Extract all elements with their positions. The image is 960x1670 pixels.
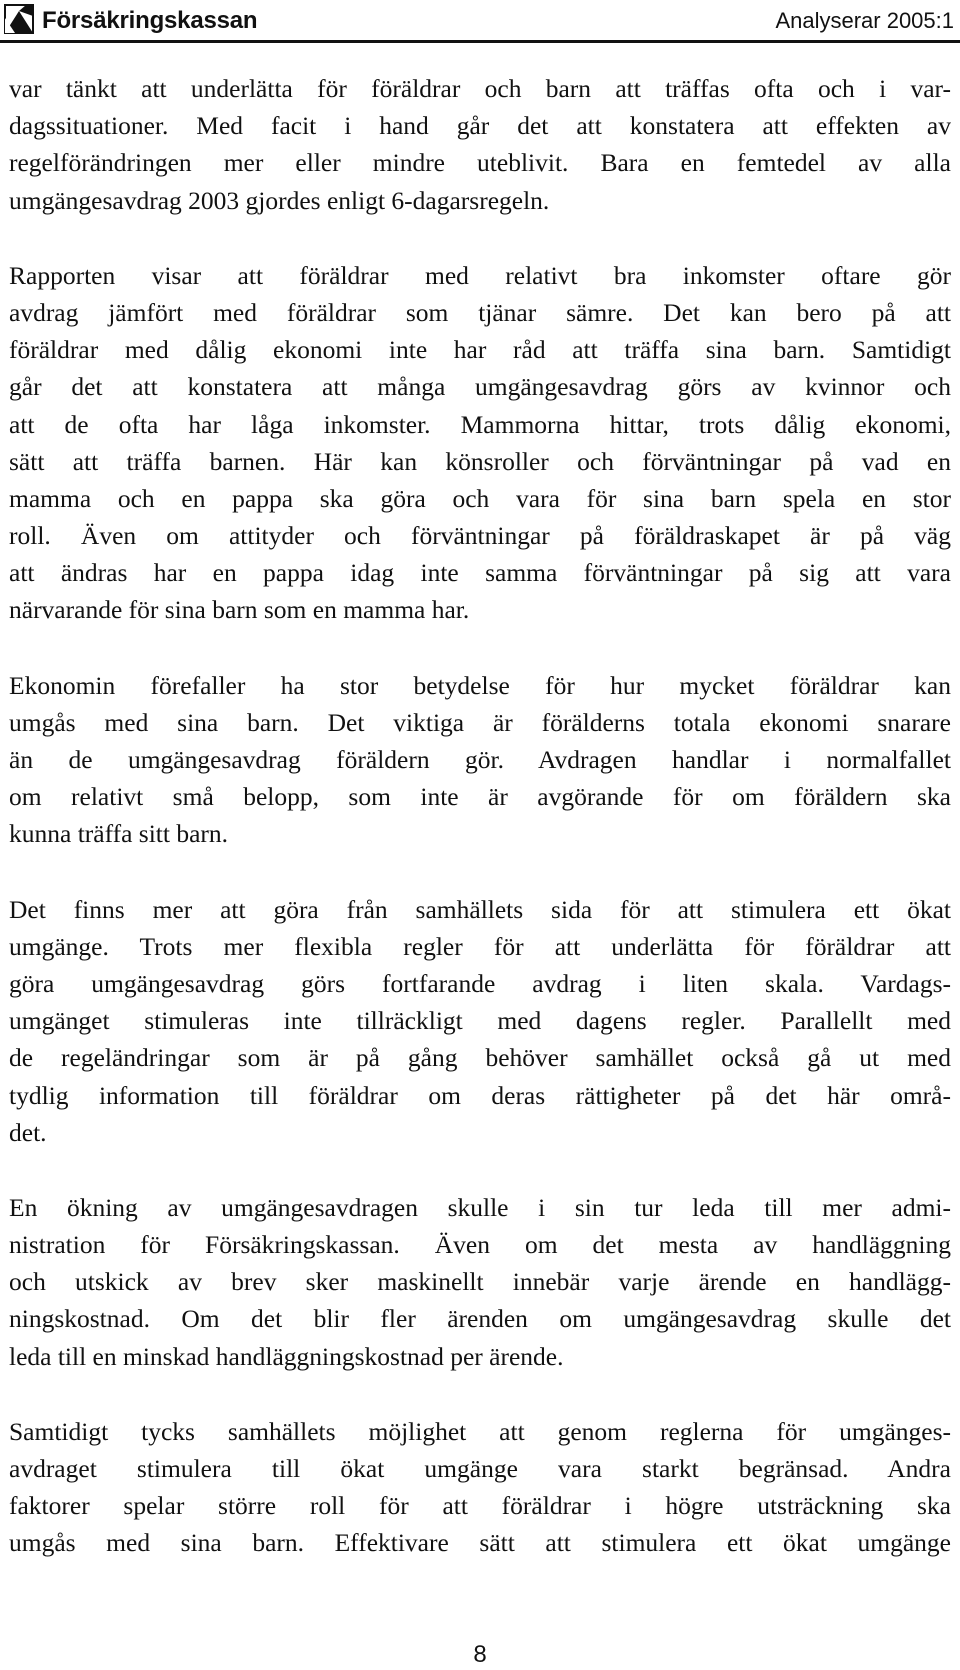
page-number: 8 — [473, 1641, 487, 1668]
text-line: umgängesavdrag 2003 gjordes enligt 6-dagarsregeln. — [9, 185, 550, 215]
text-line: avdrag jämfört med föräldrar som tjänar sämre. Det kan bero på att — [9, 297, 951, 327]
text-line: tydlig information till föräldrar om deras rättigheter på det här områ- — [9, 1080, 951, 1110]
text-line: och utskick av brev sker maskinellt innebär varje ärende en handlägg- — [9, 1267, 951, 1297]
text-line: ningskostnad. Om det blir fler ärenden om umgängesavdrag skulle det — [9, 1304, 951, 1334]
text-line: närvarande för sina barn som en mamma har. — [9, 595, 470, 625]
text-line: En ökning av umgängesavdragen skulle i sin tur leda till mer admi- — [9, 1192, 951, 1222]
text-line: att de ofta har låga inkomster. Mammorna hittar, trots dålig ekonomi, — [9, 409, 951, 439]
text-line: Det finns mer att göra från samhällets sida för att stimulera ett ökat — [9, 894, 951, 924]
text-line: umgänget stimuleras inte tillräckligt med dagens regler. Parallellt med — [9, 1006, 951, 1036]
text-line: umgänge. Trots mer flexibla regler för att underlätta för föräldrar att — [9, 931, 951, 961]
text-line: än de umgängesavdrag föräldern gör. Avdragen handlar i normalfallet — [9, 745, 951, 774]
paragraph — [9, 257, 951, 629]
text-line: faktorer spelar större roll för att föräldrar i högre utsträckning ska — [9, 1491, 951, 1521]
text-line: Ekonomin förefaller ha stor betydelse för hur mycket föräldrar kan — [9, 670, 951, 700]
text-line: Rapporten visar att föräldrar med relativt bra inkomster oftare gör — [9, 260, 951, 290]
header-rule — [0, 40, 960, 43]
text-line: dagssituationer. Med facit i hand går det att konstatera att effekten av — [9, 111, 951, 141]
text-line: roll. Även om attityder och förväntningar på föräldraskapet är på väg — [9, 521, 951, 551]
text-line: avdraget stimulera till ökat umgänge vara starkt begränsad. Andra — [9, 1454, 951, 1483]
text-line: det. — [9, 1117, 47, 1147]
text-line: regelförändringen mer eller mindre uteblivit. Bara en femtedel av alla — [9, 148, 951, 178]
paragraph — [9, 1189, 951, 1375]
text-line: Samtidigt tycks samhällets möjlighet att genom reglerna för umgänges- — [9, 1416, 951, 1446]
paragraph — [9, 1413, 951, 1562]
text-line: de regeländringar som är på gång behöver samhället också gå ut med — [9, 1043, 951, 1073]
text-line: kunna träffa sitt barn. — [9, 819, 229, 849]
paragraph — [9, 70, 951, 219]
text-line: mamma och en pappa ska göra och vara för sina barn spela en stor — [9, 483, 951, 513]
body-text — [9, 70, 951, 1562]
paragraph — [9, 891, 951, 1151]
page-header — [0, 0, 960, 50]
text-line: om relativt små belopp, som inte är avgörande för om föräldern ska — [9, 782, 951, 812]
forsakringskassan-logo-icon — [4, 4, 34, 34]
text-line: var tänkt att underlätta för föräldrar och barn att träffas ofta och i var- — [9, 74, 951, 103]
text-line: går det att konstatera att många umgängesavdrag görs av kvinnor och — [9, 372, 951, 402]
report-identifier: Analyserar 2005:1 — [775, 8, 954, 33]
text-line: föräldrar med dålig ekonomi inte har råd att träffa sina barn. Samtidigt — [9, 335, 951, 365]
text-line: nistration för Försäkringskassan. Även om det mesta av handläggning — [9, 1230, 951, 1260]
text-line: göra umgängesavdrag görs fortfarande avdrag i liten skala. Vardags- — [9, 968, 951, 998]
text-line: umgås med sina barn. Det viktiga är förälderns totala ekonomi snarare — [9, 707, 951, 737]
text-line: sätt att träffa barnen. Här kan könsroller och förväntningar på vad en — [9, 446, 951, 476]
brand-name: Försäkringskassan — [42, 7, 258, 34]
text-line: leda till en minskad handläggningskostnad per ärende. — [9, 1341, 564, 1371]
paragraph — [9, 667, 951, 853]
text-line: umgås med sina barn. Effektivare sätt att stimulera ett ökat umgänge — [9, 1528, 951, 1558]
text-line: att ändras har en pappa idag inte samma förväntningar på sig att vara — [9, 558, 951, 588]
